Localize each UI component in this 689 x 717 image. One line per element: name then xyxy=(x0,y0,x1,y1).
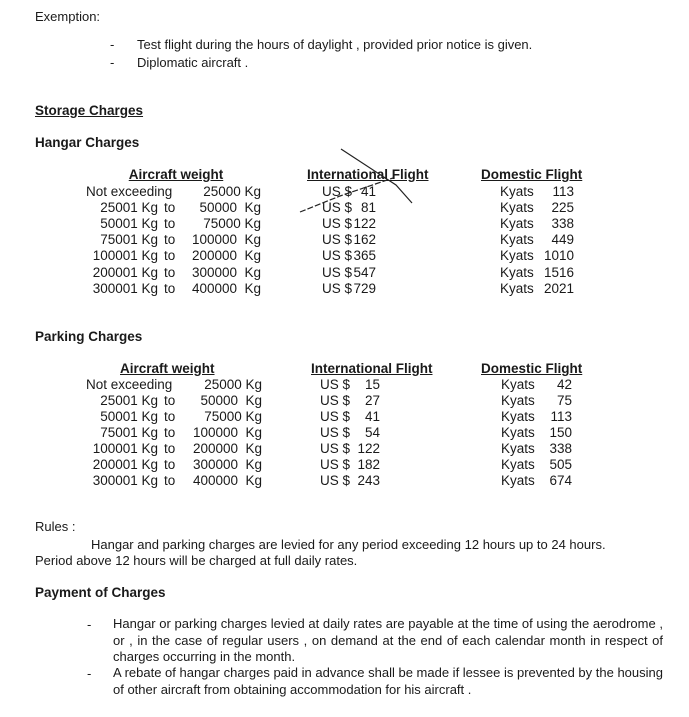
dom-currency: Kyats xyxy=(500,248,534,264)
intl-currency: US $ xyxy=(322,280,353,296)
weight-upper: 75000 Kg xyxy=(203,216,261,232)
intl-currency: US $ xyxy=(322,184,353,199)
dom-amount: 150 xyxy=(549,425,572,440)
weight-to: to xyxy=(164,473,176,488)
dom-currency: Kyats xyxy=(501,409,535,424)
dom-currency: Kyats xyxy=(501,457,535,472)
exemption-item: Diplomatic aircraft . xyxy=(137,55,249,70)
weight-upper: 100000 Kg xyxy=(191,232,261,248)
intl-amount: 182 xyxy=(357,457,380,472)
weight-upper: 400000 Kg xyxy=(191,280,261,296)
exemption-title: Exemption: xyxy=(35,9,101,24)
dom-amount: 505 xyxy=(549,457,572,472)
intl-amount: 547 xyxy=(353,264,376,280)
col-header-aircraft-weight: Aircraft weight xyxy=(120,361,215,376)
weight-upper: 400000 Kg xyxy=(192,473,262,488)
intl-currency: US $ xyxy=(322,248,353,264)
rules-text-line-1: Hangar and parking charges are levied for any period exceeding 12 hours up to 24 hours. xyxy=(91,537,606,552)
dom-amount: 113 xyxy=(550,409,572,424)
weight-from: 200001 Kg xyxy=(92,264,158,280)
intl-currency: US $ xyxy=(320,457,351,472)
weight-from: 50001 Kg xyxy=(100,216,158,232)
weight-to: to xyxy=(164,457,176,472)
weight-upper: 200000 Kg xyxy=(192,441,262,456)
col-header-aircraft-weight: Aircraft weight xyxy=(128,167,224,182)
bullet-dash: - xyxy=(87,617,92,632)
col-header-domestic-flight: Domestic Flight xyxy=(481,167,583,182)
weight-label: Not exceeding xyxy=(86,377,173,392)
weight-from: 100001 Kg xyxy=(92,248,158,264)
weight-to: to xyxy=(164,409,176,424)
intl-amount: 15 xyxy=(364,377,380,392)
weight-from: 25001 Kg xyxy=(100,200,158,216)
weight-from: 100001 Kg xyxy=(92,441,158,456)
weight-upper: 200000 Kg xyxy=(191,248,261,264)
weight-upper: 25000 Kg xyxy=(203,184,261,199)
intl-currency: US $ xyxy=(320,425,351,440)
weight-to: to xyxy=(164,232,176,248)
intl-currency: US $ xyxy=(322,200,353,216)
dom-amount: 674 xyxy=(549,473,572,488)
intl-amount: 41 xyxy=(364,409,380,424)
dom-amount: 42 xyxy=(556,377,572,392)
exemption-item: Test flight during the hours of daylight , provided prior notice is given. xyxy=(137,37,533,52)
weight-to: to xyxy=(164,280,176,296)
intl-currency: US $ xyxy=(320,393,351,408)
rules-text-line-2: Period above 12 hours will be charged at full daily rates. xyxy=(35,553,358,568)
weight-to: to xyxy=(164,200,176,216)
dom-amount: 75 xyxy=(556,393,572,408)
intl-currency: US $ xyxy=(320,377,351,392)
dom-currency: Kyats xyxy=(501,473,535,488)
weight-upper: 75000 Kg xyxy=(204,409,262,424)
parking-charges-heading: Parking Charges xyxy=(35,329,143,344)
weight-from: 300001 Kg xyxy=(92,280,158,296)
payment-item: A rebate of hangar charges paid in advance shall be made if lessee is prevented by the housing of other aircraft from obtaining accommodation for his aircraft . xyxy=(113,665,663,697)
bullet-dash: - xyxy=(110,55,115,70)
weight-to: to xyxy=(164,425,176,440)
weight-to: to xyxy=(164,393,176,408)
weight-upper: 50000 Kg xyxy=(199,200,261,216)
dom-amount: 338 xyxy=(551,216,574,232)
intl-amount: 81 xyxy=(360,200,376,216)
dom-amount: 1516 xyxy=(543,264,574,280)
dom-currency: Kyats xyxy=(500,264,534,280)
dom-amount: 2021 xyxy=(543,280,574,296)
col-header-domestic-flight: Domestic Flight xyxy=(481,361,583,376)
col-header-international-flight: International Flight xyxy=(307,167,429,182)
weight-from: 75001 Kg xyxy=(100,425,158,440)
intl-amount: 122 xyxy=(357,441,380,456)
dom-currency: Kyats xyxy=(500,232,534,248)
dom-currency: Kyats xyxy=(500,280,534,296)
weight-upper: 300000 Kg xyxy=(192,457,262,472)
dom-currency: Kyats xyxy=(501,425,535,440)
weight-upper: 100000 Kg xyxy=(192,425,262,440)
dom-amount: 338 xyxy=(549,441,572,456)
weight-label: Not exceeding xyxy=(86,184,173,199)
weight-to: to xyxy=(164,441,176,456)
weight-from: 75001 Kg xyxy=(100,232,158,248)
dom-amount: 449 xyxy=(551,232,574,248)
weight-to: to xyxy=(164,264,176,280)
intl-amount: 243 xyxy=(357,473,380,488)
dom-currency: Kyats xyxy=(501,441,535,456)
weight-to: to xyxy=(164,248,176,264)
bullet-dash: - xyxy=(87,666,92,681)
weight-upper: 50000 Kg xyxy=(200,393,262,408)
payment-of-charges-heading: Payment of Charges xyxy=(35,585,166,600)
intl-amount: 27 xyxy=(364,393,380,408)
intl-amount: 41 xyxy=(360,184,376,199)
intl-amount: 162 xyxy=(353,232,376,248)
storage-charges-heading: Storage Charges xyxy=(35,103,144,118)
col-header-international-flight: International Flight xyxy=(311,361,433,376)
intl-amount: 729 xyxy=(353,280,376,296)
weight-upper: 300000 Kg xyxy=(191,264,261,280)
dom-amount: 1010 xyxy=(543,248,574,264)
weight-from: 50001 Kg xyxy=(100,409,158,424)
weight-from: 25001 Kg xyxy=(100,393,158,408)
dom-currency: Kyats xyxy=(501,377,535,392)
weight-to: to xyxy=(164,216,176,232)
intl-currency: US $ xyxy=(322,232,353,248)
weight-from: 300001 Kg xyxy=(92,473,158,488)
hangar-charges-heading: Hangar Charges xyxy=(35,135,140,150)
intl-currency: US $ xyxy=(320,441,351,456)
payment-item: Hangar or parking charges levied at daily rates are payable at the time of using the aerodrome , or , in the case of regular users , on demand at the end of each calendar month in respect of charges occurring in the month. xyxy=(113,616,663,664)
dom-amount: 225 xyxy=(551,200,574,216)
dom-currency: Kyats xyxy=(500,184,534,199)
intl-amount: 365 xyxy=(353,248,376,264)
rules-title: Rules : xyxy=(35,519,76,534)
dom-currency: Kyats xyxy=(500,216,534,232)
intl-currency: US $ xyxy=(322,216,353,232)
dom-currency: Kyats xyxy=(501,393,535,408)
weight-upper: 25000 Kg xyxy=(204,377,262,392)
intl-amount: 122 xyxy=(353,216,376,232)
dom-currency: Kyats xyxy=(500,200,534,216)
bullet-dash: - xyxy=(110,37,115,52)
intl-currency: US $ xyxy=(320,409,351,424)
dom-amount: 113 xyxy=(552,184,574,199)
weight-from: 200001 Kg xyxy=(92,457,158,472)
intl-currency: US $ xyxy=(320,473,351,488)
intl-currency: US $ xyxy=(322,264,353,280)
intl-amount: 54 xyxy=(364,425,380,440)
